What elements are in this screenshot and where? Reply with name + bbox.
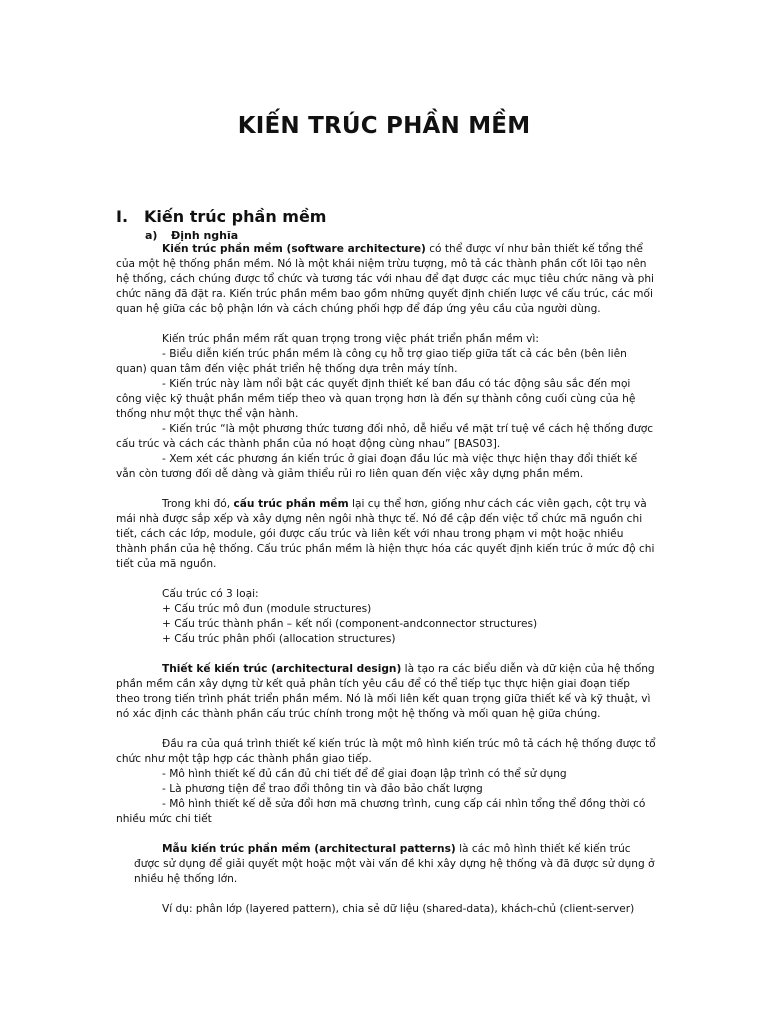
term-software-structure: cấu trúc phần mềm <box>233 498 349 510</box>
list-item: - Kiến trúc “là một phương thức tương đối nhỏ, dễ hiểu về mặt trí tuệ về cách hệ thống được cấu trúc và cách các thành phần của nó hoạt động cùng nhau” [BAS03]. <box>116 423 654 450</box>
paragraph-architectural-design <box>116 662 656 722</box>
paragraph-example: Ví dụ: phân lớp (layered pattern), chia sẻ dữ liệu (shared-data), khách-chủ (client-server) <box>162 903 635 915</box>
paragraph-text: có thể được ví như bản thiết kế tổng thể của một hệ thống phần mềm. Nó là một khái niệm trừu tượng, mô tả các thành phần cốt lõi tạo nên hệ thống, cách chúng được tổ chức và tương tác với nhau để đạt được các mục tiêu chức năng và phi chức năng đã đặt ra. Kiến trúc phần mềm bao gồm những quyết định chiến lược về cấu trúc, các mối quan hệ giữa các bộ phận lớn và cách chúng phối hợp để đáp ứng yêu cầu của người dùng. <box>116 243 655 315</box>
list-item: - Xem xét các phương án kiến trúc ở giai đoạn đầu lúc mà việc thực hiện thay đổi thiết kế vẫn còn tương đối dễ dàng và giảm thiểu rủi ro liên quan đến việc xây dựng phần mềm. <box>116 453 638 480</box>
list-item: + Cấu trúc mô đun (module structures) <box>162 603 372 615</box>
paragraph-architectural-patterns <box>134 842 656 887</box>
section-title: Kiến trúc phần mềm <box>144 207 327 226</box>
document-title: KIẾN TRÚC PHẦN MỀM <box>237 113 531 139</box>
section-number: I. <box>116 207 129 226</box>
list-item: - Mô hình thiết kế dễ sửa đổi hơn mã chương trình, cung cấp cái nhìn tổng thể đồng thời có nhiều mức chi tiết <box>116 798 646 825</box>
subsection-heading <box>145 229 238 242</box>
subsection-title: Định nghĩa <box>171 229 239 242</box>
paragraph-text: Trong khi đó, <box>162 498 234 510</box>
paragraph-text: lại cụ thể hơn, giống như cách các viên gạch, cột trụ và mái nhà được sắp xếp và xây dựng nên ngôi nhà thực tế. Nó đề cập đến việc tổ chức mã nguồn chi tiết, cách các lớp, module, gói được cấu trúc và liên kết với nhau trong phạm vi một hoặc nhiều thành phần của hệ thống. Cấu trúc phần mềm là hiện thực hóa các quyết định kiến trúc ở mức độ chi tiết của mã nguồn. <box>116 498 655 570</box>
paragraph-software-structure <box>116 497 656 572</box>
term-architectural-design: Thiết kế kiến trúc (architectural design) <box>162 663 402 675</box>
list-item: - Kiến trúc này làm nổi bật các quyết định thiết kế ban đầu có tác động sâu sắc đến mọi công việc kỹ thuật phần mềm tiếp theo và quan trọng hơn là đến sự thành công cuối cùng của hệ thống như một thực thể vận hành. <box>116 378 636 420</box>
list-item: - Biểu diễn kiến trúc phần mềm là công cụ hỗ trợ giao tiếp giữa tất cả các bên (bên liên quan) quan tâm đến việc phát triển hệ thống dựa trên máy tính. <box>116 348 627 375</box>
list-item: - Mô hình thiết kế đủ cần đủ chi tiết để để giai đoạn lập trình có thể sử dụng <box>162 768 567 780</box>
list-item: + Cấu trúc phân phối (allocation structures) <box>162 633 396 645</box>
paragraph-structure-types-intro: Cấu trúc có 3 loại: <box>162 588 259 600</box>
patterns-block <box>116 842 656 917</box>
paragraph-design-output: Đầu ra của quá trình thiết kế kiến trúc là một mô hình kiến trúc mô tả cách hệ thống được tổ chức như một tập hợp các thành phần giao tiếp. <box>116 738 656 765</box>
subsection-number: a) <box>145 229 158 242</box>
list-item: - Là phương tiện để trao đổi thông tin và đảo bảo chất lượng <box>162 783 483 795</box>
paragraph-text: là tạo ra các biểu diễn và dữ kiện của hệ thống phần mềm cần xây dựng từ kết quả phân tích yêu cầu để có thể tiếp tục thực hiện giai đoạn tiếp theo trong tiến trình phát triển phần mềm. Nó là mối liên kết quan trọng giữa thiết kế và kỹ thuật, vì nó xác định các thành phần cấu trúc chính trong một hệ thống và mối quan hệ giữa chúng. <box>116 663 655 720</box>
term-architectural-patterns: Mẫu kiến trúc phần mềm (architectural patterns) <box>162 843 456 855</box>
paragraph-importance-intro: Kiến trúc phần mềm rất quan trọng trong việc phát triển phần mềm vì: <box>162 333 539 345</box>
term-software-architecture: Kiến trúc phần mềm (software architecture) <box>162 243 426 255</box>
paragraph-definition <box>116 242 656 317</box>
list-item: + Cấu trúc thành phần – kết nối (component-andconnector structures) <box>162 618 538 630</box>
paragraph-text: là các mô hình thiết kế kiến trúc được sử dụng để giải quyết một hoặc một vài vấn đề khi xây dựng hệ thống và đã được sử dụng ở nhiều hệ thống lớn. <box>134 843 655 885</box>
document-body <box>116 242 656 917</box>
section-heading <box>116 207 326 226</box>
